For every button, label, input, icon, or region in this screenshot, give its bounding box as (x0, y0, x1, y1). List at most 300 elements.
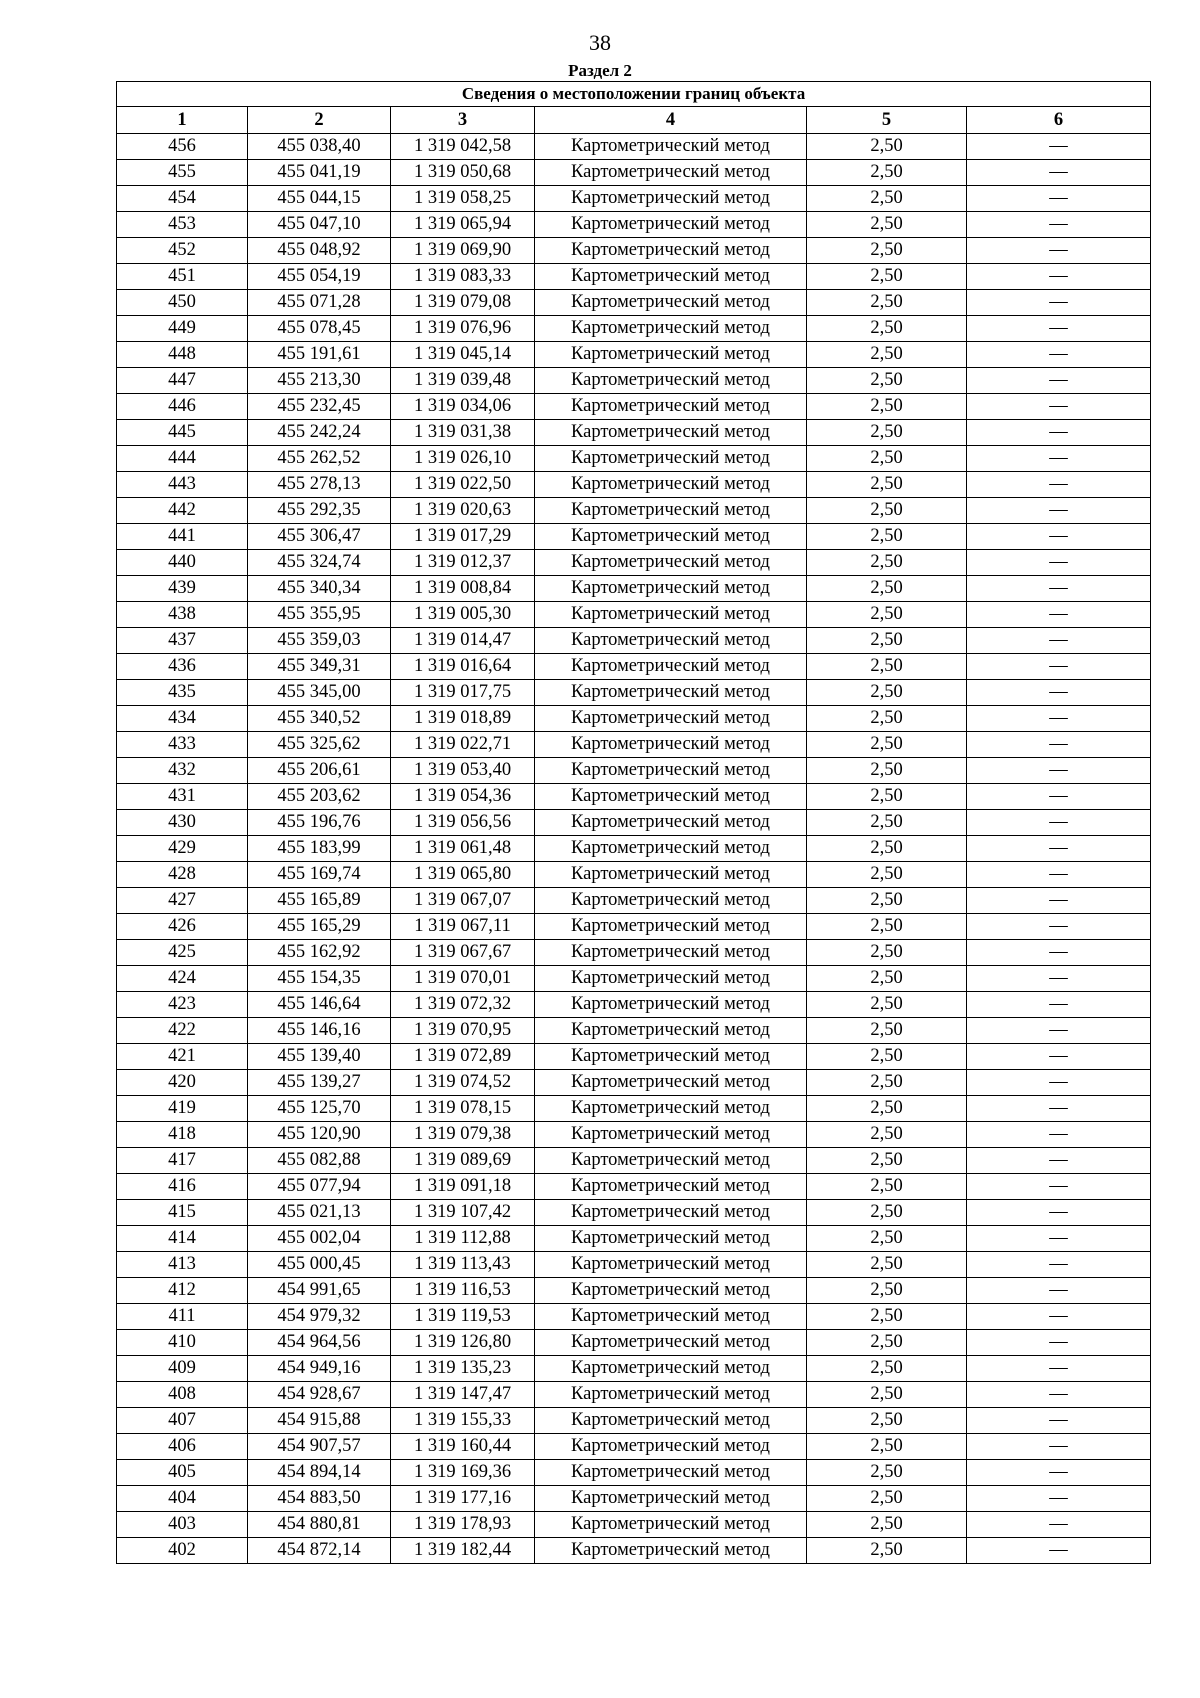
point-number-cell: 448 (117, 342, 248, 368)
column-number: 4 (535, 107, 807, 134)
y-coordinate-cell: 1 319 012,37 (391, 550, 535, 576)
note-cell: — (967, 472, 1151, 498)
table-row (117, 394, 1151, 420)
point-number-cell: 421 (117, 1044, 248, 1070)
method-cell: Картометрический метод (535, 1018, 807, 1044)
method-cell: Картометрический метод (535, 446, 807, 472)
point-number-cell: 419 (117, 1096, 248, 1122)
method-cell: Картометрический метод (535, 1252, 807, 1278)
y-coordinate-cell: 1 319 005,30 (391, 602, 535, 628)
note-cell: — (967, 1070, 1151, 1096)
point-number-cell: 425 (117, 940, 248, 966)
point-number-cell: 409 (117, 1356, 248, 1382)
point-number-cell: 455 (117, 160, 248, 186)
accuracy-cell: 2,50 (807, 186, 967, 212)
table-row (117, 420, 1151, 446)
x-coordinate-cell: 455 125,70 (248, 1096, 391, 1122)
x-coordinate-cell: 455 169,74 (248, 862, 391, 888)
table-row (117, 1434, 1151, 1460)
point-number-cell: 404 (117, 1486, 248, 1512)
method-cell: Картометрический метод (535, 1304, 807, 1330)
table-row (117, 1096, 1151, 1122)
point-number-cell: 453 (117, 212, 248, 238)
point-number-cell: 416 (117, 1174, 248, 1200)
method-cell: Картометрический метод (535, 1512, 807, 1538)
note-cell: — (967, 836, 1151, 862)
note-cell: — (967, 1122, 1151, 1148)
x-coordinate-cell: 455 054,19 (248, 264, 391, 290)
point-number-cell: 417 (117, 1148, 248, 1174)
method-cell: Картометрический метод (535, 498, 807, 524)
table-row (117, 290, 1151, 316)
accuracy-cell: 2,50 (807, 1044, 967, 1070)
accuracy-cell: 2,50 (807, 524, 967, 550)
point-number-cell: 427 (117, 888, 248, 914)
table-row (117, 706, 1151, 732)
accuracy-cell: 2,50 (807, 212, 967, 238)
accuracy-cell: 2,50 (807, 1408, 967, 1434)
accuracy-cell: 2,50 (807, 1252, 967, 1278)
x-coordinate-cell: 454 928,67 (248, 1382, 391, 1408)
point-number-cell: 447 (117, 368, 248, 394)
x-coordinate-cell: 455 196,76 (248, 810, 391, 836)
point-number-cell: 414 (117, 1226, 248, 1252)
x-coordinate-cell: 455 232,45 (248, 394, 391, 420)
accuracy-cell: 2,50 (807, 1538, 967, 1564)
y-coordinate-cell: 1 319 067,11 (391, 914, 535, 940)
table-row (117, 1512, 1151, 1538)
method-cell: Картометрический метод (535, 758, 807, 784)
accuracy-cell: 2,50 (807, 680, 967, 706)
accuracy-cell: 2,50 (807, 134, 967, 160)
point-number-cell: 430 (117, 810, 248, 836)
note-cell: — (967, 1330, 1151, 1356)
method-cell: Картометрический метод (535, 732, 807, 758)
note-cell: — (967, 1200, 1151, 1226)
method-cell: Картометрический метод (535, 1460, 807, 1486)
accuracy-cell: 2,50 (807, 1174, 967, 1200)
note-cell: — (967, 628, 1151, 654)
accuracy-cell: 2,50 (807, 550, 967, 576)
table-row (117, 186, 1151, 212)
point-number-cell: 428 (117, 862, 248, 888)
accuracy-cell: 2,50 (807, 706, 967, 732)
point-number-cell: 437 (117, 628, 248, 654)
point-number-cell: 415 (117, 1200, 248, 1226)
table-row (117, 1486, 1151, 1512)
point-number-cell: 429 (117, 836, 248, 862)
y-coordinate-cell: 1 319 056,56 (391, 810, 535, 836)
y-coordinate-cell: 1 319 112,88 (391, 1226, 535, 1252)
y-coordinate-cell: 1 319 072,32 (391, 992, 535, 1018)
y-coordinate-cell: 1 319 072,89 (391, 1044, 535, 1070)
accuracy-cell: 2,50 (807, 862, 967, 888)
accuracy-cell: 2,50 (807, 1122, 967, 1148)
note-cell: — (967, 576, 1151, 602)
y-coordinate-cell: 1 319 042,58 (391, 134, 535, 160)
y-coordinate-cell: 1 319 069,90 (391, 238, 535, 264)
x-coordinate-cell: 455 044,15 (248, 186, 391, 212)
method-cell: Картометрический метод (535, 420, 807, 446)
table-row (117, 1148, 1151, 1174)
x-coordinate-cell: 454 949,16 (248, 1356, 391, 1382)
point-number-cell: 403 (117, 1512, 248, 1538)
method-cell: Картометрический метод (535, 784, 807, 810)
note-cell: — (967, 420, 1151, 446)
y-coordinate-cell: 1 319 058,25 (391, 186, 535, 212)
y-coordinate-cell: 1 319 014,47 (391, 628, 535, 654)
method-cell: Картометрический метод (535, 992, 807, 1018)
table-row (117, 940, 1151, 966)
y-coordinate-cell: 1 319 116,53 (391, 1278, 535, 1304)
y-coordinate-cell: 1 319 078,15 (391, 1096, 535, 1122)
y-coordinate-cell: 1 319 017,75 (391, 680, 535, 706)
x-coordinate-cell: 455 041,19 (248, 160, 391, 186)
point-number-cell: 435 (117, 680, 248, 706)
method-cell: Картометрический метод (535, 368, 807, 394)
y-coordinate-cell: 1 319 054,36 (391, 784, 535, 810)
table-row (117, 810, 1151, 836)
x-coordinate-cell: 455 324,74 (248, 550, 391, 576)
method-cell: Картометрический метод (535, 680, 807, 706)
accuracy-cell: 2,50 (807, 1070, 967, 1096)
note-cell: — (967, 342, 1151, 368)
note-cell: — (967, 914, 1151, 940)
y-coordinate-cell: 1 319 135,23 (391, 1356, 535, 1382)
y-coordinate-cell: 1 319 178,93 (391, 1512, 535, 1538)
y-coordinate-cell: 1 319 147,47 (391, 1382, 535, 1408)
table-row (117, 1044, 1151, 1070)
x-coordinate-cell: 455 082,88 (248, 1148, 391, 1174)
note-cell: — (967, 1538, 1151, 1564)
accuracy-cell: 2,50 (807, 1148, 967, 1174)
note-cell: — (967, 602, 1151, 628)
table-caption: Сведения о местоположении границ объекта (117, 82, 1151, 107)
method-cell: Картометрический метод (535, 862, 807, 888)
note-cell: — (967, 1174, 1151, 1200)
x-coordinate-cell: 455 165,89 (248, 888, 391, 914)
y-coordinate-cell: 1 319 020,63 (391, 498, 535, 524)
method-cell: Картометрический метод (535, 1408, 807, 1434)
accuracy-cell: 2,50 (807, 914, 967, 940)
method-cell: Картометрический метод (535, 1330, 807, 1356)
y-coordinate-cell: 1 319 045,14 (391, 342, 535, 368)
x-coordinate-cell: 455 120,90 (248, 1122, 391, 1148)
note-cell: — (967, 550, 1151, 576)
y-coordinate-cell: 1 319 022,50 (391, 472, 535, 498)
boundary-coordinates-table (116, 81, 1151, 1564)
table-row (117, 862, 1151, 888)
accuracy-cell: 2,50 (807, 1200, 967, 1226)
accuracy-cell: 2,50 (807, 576, 967, 602)
note-cell: — (967, 1252, 1151, 1278)
accuracy-cell: 2,50 (807, 394, 967, 420)
table-row (117, 316, 1151, 342)
table-row (117, 1278, 1151, 1304)
x-coordinate-cell: 455 071,28 (248, 290, 391, 316)
accuracy-cell: 2,50 (807, 992, 967, 1018)
x-coordinate-cell: 455 165,29 (248, 914, 391, 940)
method-cell: Картометрический метод (535, 1122, 807, 1148)
point-number-cell: 446 (117, 394, 248, 420)
accuracy-cell: 2,50 (807, 1512, 967, 1538)
accuracy-cell: 2,50 (807, 654, 967, 680)
method-cell: Картометрический метод (535, 238, 807, 264)
y-coordinate-cell: 1 319 083,33 (391, 264, 535, 290)
y-coordinate-cell: 1 319 050,68 (391, 160, 535, 186)
accuracy-cell: 2,50 (807, 1304, 967, 1330)
note-cell: — (967, 264, 1151, 290)
y-coordinate-cell: 1 319 070,95 (391, 1018, 535, 1044)
accuracy-cell: 2,50 (807, 1330, 967, 1356)
method-cell: Картометрический метод (535, 1226, 807, 1252)
note-cell: — (967, 1148, 1151, 1174)
y-coordinate-cell: 1 319 039,48 (391, 368, 535, 394)
point-number-cell: 456 (117, 134, 248, 160)
table-row (117, 914, 1151, 940)
note-cell: — (967, 1018, 1151, 1044)
point-number-cell: 433 (117, 732, 248, 758)
note-cell: — (967, 654, 1151, 680)
x-coordinate-cell: 455 077,94 (248, 1174, 391, 1200)
x-coordinate-cell: 455 292,35 (248, 498, 391, 524)
y-coordinate-cell: 1 319 113,43 (391, 1252, 535, 1278)
table-row (117, 732, 1151, 758)
x-coordinate-cell: 454 964,56 (248, 1330, 391, 1356)
y-coordinate-cell: 1 319 070,01 (391, 966, 535, 992)
note-cell: — (967, 1382, 1151, 1408)
column-number: 2 (248, 107, 391, 134)
method-cell: Картометрический метод (535, 940, 807, 966)
table-row (117, 1070, 1151, 1096)
x-coordinate-cell: 455 349,31 (248, 654, 391, 680)
x-coordinate-cell: 454 907,57 (248, 1434, 391, 1460)
y-coordinate-cell: 1 319 034,06 (391, 394, 535, 420)
method-cell: Картометрический метод (535, 576, 807, 602)
x-coordinate-cell: 455 078,45 (248, 316, 391, 342)
y-coordinate-cell: 1 319 089,69 (391, 1148, 535, 1174)
accuracy-cell: 2,50 (807, 446, 967, 472)
accuracy-cell: 2,50 (807, 628, 967, 654)
method-cell: Картометрический метод (535, 342, 807, 368)
accuracy-cell: 2,50 (807, 940, 967, 966)
accuracy-cell: 2,50 (807, 368, 967, 394)
table-row (117, 966, 1151, 992)
y-coordinate-cell: 1 319 065,80 (391, 862, 535, 888)
point-number-cell: 452 (117, 238, 248, 264)
column-number: 1 (117, 107, 248, 134)
x-coordinate-cell: 455 206,61 (248, 758, 391, 784)
method-cell: Картометрический метод (535, 810, 807, 836)
column-number: 5 (807, 107, 967, 134)
method-cell: Картометрический метод (535, 290, 807, 316)
point-number-cell: 439 (117, 576, 248, 602)
table-row (117, 238, 1151, 264)
note-cell: — (967, 1460, 1151, 1486)
point-number-cell: 436 (117, 654, 248, 680)
table-row (117, 1018, 1151, 1044)
table-row (117, 342, 1151, 368)
point-number-cell: 434 (117, 706, 248, 732)
table-row (117, 992, 1151, 1018)
note-cell: — (967, 524, 1151, 550)
point-number-cell: 410 (117, 1330, 248, 1356)
y-coordinate-cell: 1 319 107,42 (391, 1200, 535, 1226)
x-coordinate-cell: 455 340,34 (248, 576, 391, 602)
note-cell: — (967, 446, 1151, 472)
y-coordinate-cell: 1 319 022,71 (391, 732, 535, 758)
x-coordinate-cell: 455 162,92 (248, 940, 391, 966)
y-coordinate-cell: 1 319 079,08 (391, 290, 535, 316)
method-cell: Картометрический метод (535, 134, 807, 160)
method-cell: Картометрический метод (535, 1538, 807, 1564)
method-cell: Картометрический метод (535, 550, 807, 576)
method-cell: Картометрический метод (535, 602, 807, 628)
method-cell: Картометрический метод (535, 1382, 807, 1408)
note-cell: — (967, 1434, 1151, 1460)
accuracy-cell: 2,50 (807, 1356, 967, 1382)
note-cell: — (967, 212, 1151, 238)
table-row (117, 1460, 1151, 1486)
table-row (117, 654, 1151, 680)
table-row (117, 1356, 1151, 1382)
accuracy-cell: 2,50 (807, 602, 967, 628)
column-number: 6 (967, 107, 1151, 134)
accuracy-cell: 2,50 (807, 472, 967, 498)
method-cell: Картометрический метод (535, 1200, 807, 1226)
method-cell: Картометрический метод (535, 394, 807, 420)
x-coordinate-cell: 455 359,03 (248, 628, 391, 654)
x-coordinate-cell: 455 340,52 (248, 706, 391, 732)
method-cell: Картометрический метод (535, 316, 807, 342)
table-row (117, 784, 1151, 810)
y-coordinate-cell: 1 319 018,89 (391, 706, 535, 732)
x-coordinate-cell: 455 262,52 (248, 446, 391, 472)
table-row (117, 1122, 1151, 1148)
point-number-cell: 408 (117, 1382, 248, 1408)
note-cell: — (967, 160, 1151, 186)
y-coordinate-cell: 1 319 067,07 (391, 888, 535, 914)
y-coordinate-cell: 1 319 065,94 (391, 212, 535, 238)
x-coordinate-cell: 455 038,40 (248, 134, 391, 160)
point-number-cell: 420 (117, 1070, 248, 1096)
accuracy-cell: 2,50 (807, 888, 967, 914)
method-cell: Картометрический метод (535, 472, 807, 498)
x-coordinate-cell: 455 325,62 (248, 732, 391, 758)
table-row (117, 836, 1151, 862)
x-coordinate-cell: 455 047,10 (248, 212, 391, 238)
method-cell: Картометрический метод (535, 1174, 807, 1200)
point-number-cell: 424 (117, 966, 248, 992)
method-cell: Картометрический метод (535, 628, 807, 654)
y-coordinate-cell: 1 319 026,10 (391, 446, 535, 472)
method-cell: Картометрический метод (535, 1356, 807, 1382)
y-coordinate-cell: 1 319 079,38 (391, 1122, 535, 1148)
accuracy-cell: 2,50 (807, 290, 967, 316)
accuracy-cell: 2,50 (807, 1434, 967, 1460)
y-coordinate-cell: 1 319 067,67 (391, 940, 535, 966)
table-row (117, 576, 1151, 602)
accuracy-cell: 2,50 (807, 1460, 967, 1486)
accuracy-cell: 2,50 (807, 1486, 967, 1512)
point-number-cell: 423 (117, 992, 248, 1018)
x-coordinate-cell: 454 915,88 (248, 1408, 391, 1434)
x-coordinate-cell: 455 355,95 (248, 602, 391, 628)
note-cell: — (967, 316, 1151, 342)
note-cell: — (967, 498, 1151, 524)
table-row (117, 134, 1151, 160)
point-number-cell: 412 (117, 1278, 248, 1304)
table-row (117, 550, 1151, 576)
note-cell: — (967, 394, 1151, 420)
y-coordinate-cell: 1 319 169,36 (391, 1460, 535, 1486)
note-cell: — (967, 1278, 1151, 1304)
y-coordinate-cell: 1 319 031,38 (391, 420, 535, 446)
point-number-cell: 418 (117, 1122, 248, 1148)
y-coordinate-cell: 1 319 017,29 (391, 524, 535, 550)
column-number-row (117, 107, 1151, 134)
x-coordinate-cell: 455 002,04 (248, 1226, 391, 1252)
point-number-cell: 450 (117, 290, 248, 316)
accuracy-cell: 2,50 (807, 784, 967, 810)
accuracy-cell: 2,50 (807, 1226, 967, 1252)
accuracy-cell: 2,50 (807, 316, 967, 342)
method-cell: Картометрический метод (535, 1096, 807, 1122)
table-row (117, 888, 1151, 914)
note-cell: — (967, 238, 1151, 264)
note-cell: — (967, 1486, 1151, 1512)
accuracy-cell: 2,50 (807, 342, 967, 368)
accuracy-cell: 2,50 (807, 1096, 967, 1122)
x-coordinate-cell: 455 048,92 (248, 238, 391, 264)
note-cell: — (967, 1408, 1151, 1434)
point-number-cell: 426 (117, 914, 248, 940)
note-cell: — (967, 680, 1151, 706)
table-row (117, 160, 1151, 186)
note-cell: — (967, 1096, 1151, 1122)
y-coordinate-cell: 1 319 160,44 (391, 1434, 535, 1460)
table-row (117, 368, 1151, 394)
table-row (117, 1408, 1151, 1434)
point-number-cell: 443 (117, 472, 248, 498)
method-cell: Картометрический метод (535, 966, 807, 992)
note-cell: — (967, 862, 1151, 888)
accuracy-cell: 2,50 (807, 1018, 967, 1044)
table-row (117, 524, 1151, 550)
point-number-cell: 438 (117, 602, 248, 628)
x-coordinate-cell: 455 213,30 (248, 368, 391, 394)
y-coordinate-cell: 1 319 076,96 (391, 316, 535, 342)
point-number-cell: 422 (117, 1018, 248, 1044)
y-coordinate-cell: 1 319 061,48 (391, 836, 535, 862)
accuracy-cell: 2,50 (807, 732, 967, 758)
x-coordinate-cell: 455 183,99 (248, 836, 391, 862)
table-body (117, 134, 1151, 1564)
accuracy-cell: 2,50 (807, 420, 967, 446)
y-coordinate-cell: 1 319 177,16 (391, 1486, 535, 1512)
note-cell: — (967, 134, 1151, 160)
x-coordinate-cell: 455 146,16 (248, 1018, 391, 1044)
method-cell: Картометрический метод (535, 1070, 807, 1096)
x-coordinate-cell: 455 000,45 (248, 1252, 391, 1278)
y-coordinate-cell: 1 319 091,18 (391, 1174, 535, 1200)
note-cell: — (967, 290, 1151, 316)
section-title: Раздел 2 (568, 61, 632, 80)
table-row (117, 1174, 1151, 1200)
point-number-cell: 451 (117, 264, 248, 290)
method-cell: Картометрический метод (535, 836, 807, 862)
method-cell: Картометрический метод (535, 654, 807, 680)
